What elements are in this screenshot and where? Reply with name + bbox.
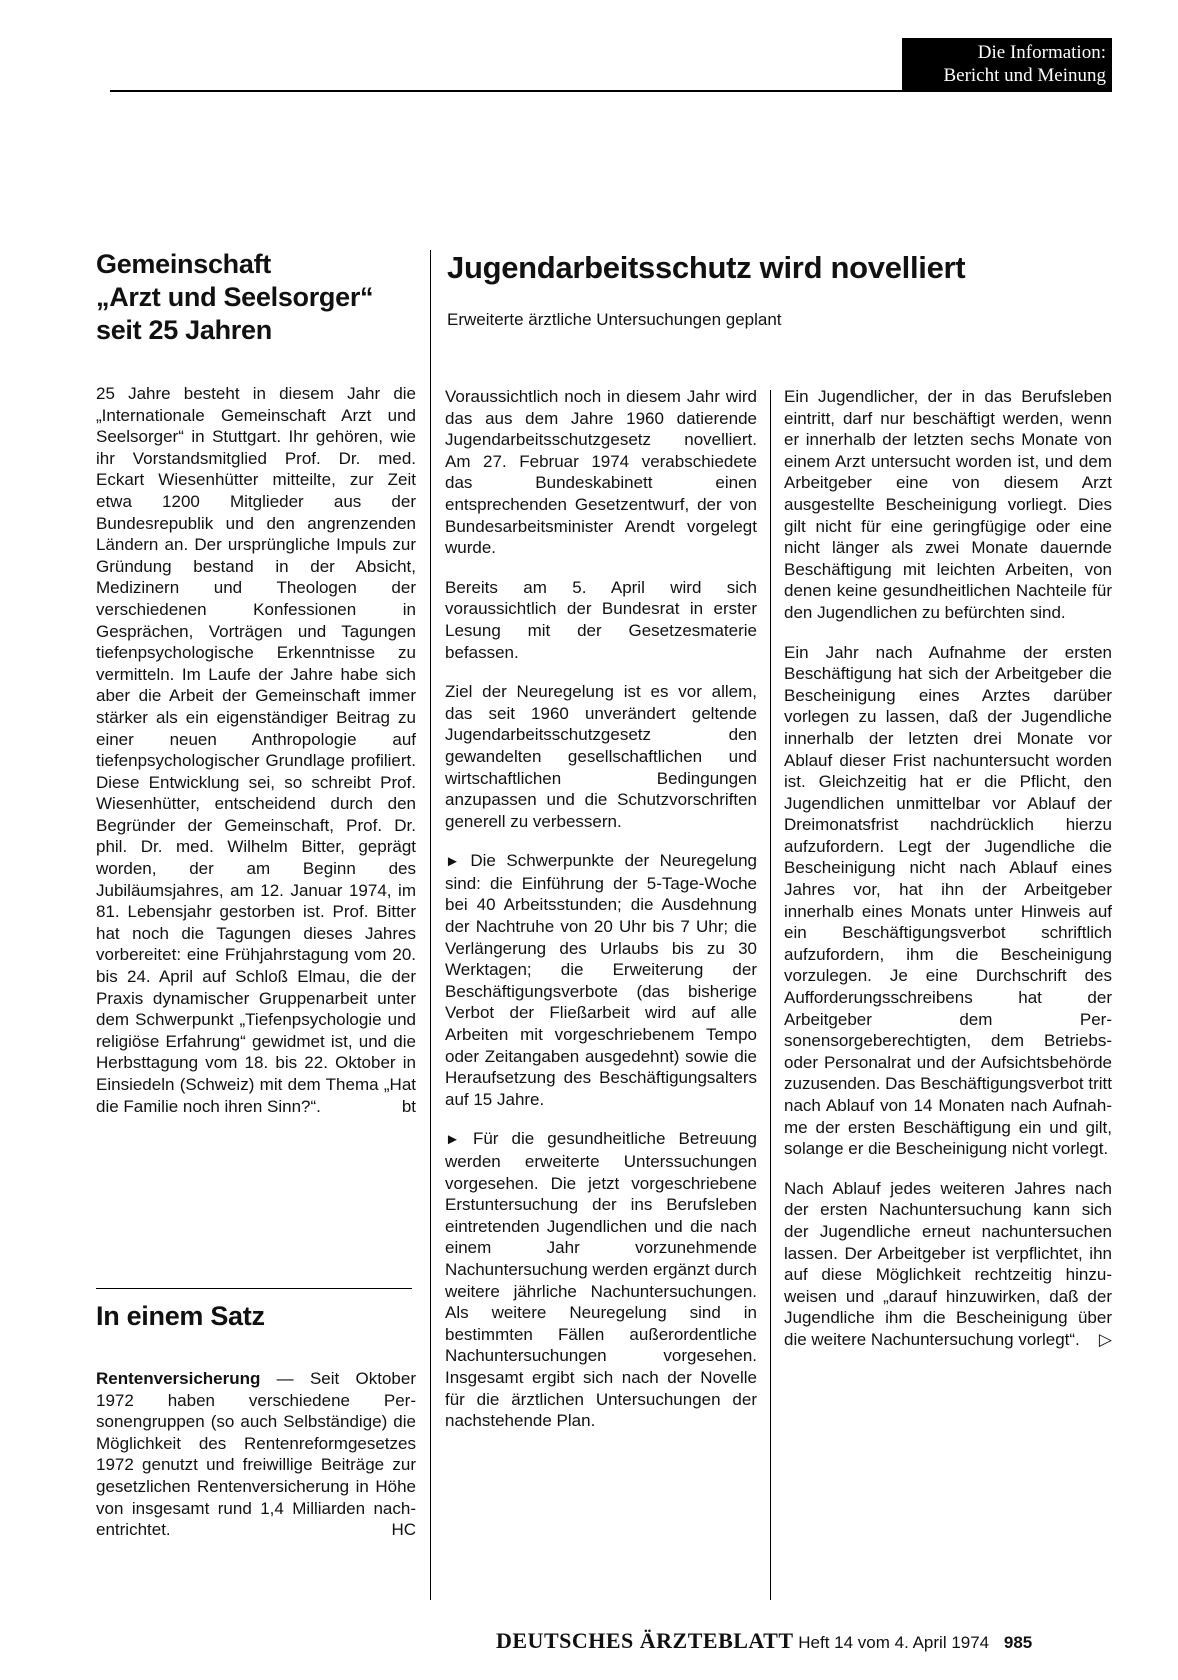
left-title-line3: seit 25 Jahren <box>96 315 272 345</box>
satz-rule <box>96 1288 412 1289</box>
left-title-line1: Gemeinschaft <box>96 249 271 279</box>
main-article-title: Jugendarbeitsschutz wird novelliert <box>447 250 966 285</box>
header-rule <box>110 90 1112 92</box>
main-article-column-1 <box>445 386 757 1450</box>
bullet-arrow-icon: ► <box>445 853 460 871</box>
page-footer <box>496 1630 1116 1654</box>
page-number: 985 <box>1003 1633 1033 1652</box>
left-article-title <box>96 248 416 347</box>
left-article-body: 25 Jahre besteht in diesem Jahr die „Internationale Gemeinschaft Arzt und Seelsorger“ in Stuttgart. Ihr gehören, wie ihr Vorstandsmitglied Prof. Dr. med. Eckart Wiesenhütter mitteilte, zur Zeit etwa 1200 Mitglieder aus der Bundesrepublik und den angrenzenden Ländern an. Der ursprüngliche Impuls zur Gründung bestand in der Absicht, Medizinern und Theologen der verschiedenen Konfessionen in Gesprächen, Vorträgen und Tagungen tiefenpsychologische Erkenntnisse zu vermitteln. Im Laufe der Jahre habe sich aber die Arbeit der Gemeinschaft immer stärker als ein eigenständiger Beitrag zu einer neuen Anthropologie auf tiefenpsychologischer Grundlage profiliert. Diese Entwicklung sei, so schreibt Prof. Wiesenhütter, entscheidend durch den Begründer der Gemeinschaft, Prof. Dr. phil. Dr. med. Wilhelm Bitter, geprägt worden, der am Beginn des Jubiläumsjahres, am 12. Januar 1974, im 81. Lebensjahr gestorben ist. Prof. Bitter hat noch die Tagungen dieses Jahres vorbereitet: eine Frühjahrstagung vom 20. bis 24. April auf Schloß Elmau, die der Praxis dynamischer Gruppenarbeit unter dem Schwerpunkt „Tiefenpsychologie und religiöse Erfahrung“ gewidmet ist, und die Herbsttagung vom 18. bis 22. Oktober in Einsiedeln (Schweiz) mit dem Thema „Hat die Familie noch ihren Sinn?“. bt <box>96 384 416 1116</box>
section-badge-line2: Bericht und Meinung <box>943 65 1106 86</box>
main-paragraph-2: Bereits am 5. April wird sich voraussichtlich der Bundesrat in erster Lesung mit der Gesetzesmaterie befassen. <box>445 577 757 662</box>
in-einem-satz-title: In einem Satz <box>96 1301 265 1331</box>
bullet-arrow-icon: ► <box>445 1131 460 1149</box>
continue-arrow-icon: ▷ <box>1098 1329 1112 1349</box>
in-einem-satz-body: Rentenversicherung — Seit Oktober 1972 haben verschiedene Personengruppen (so auch Selbständige) die Möglichkeit des Rentenreformgesetzes 1972 genutzt und freiwillige Beiträge zur gesetzlichen Rentenversicherung in Höhe von insgesamt rund 1,4 Milliarden nachentrichtet. HC <box>96 1369 416 1540</box>
main-paragraph-7: Ein Jahr nach Aufnahme der ersten Beschäftigung hat sich der Arbeitgeber die Bescheinigung eines Arztes darüber vorlegen zu lassen, daß der Jugendliche innerhalb der letzten drei Monate vor Ablauf dieser Frist nachuntersucht worden ist. Gleichzeitig hat er die Pflicht, den Jugendlichen unmittelbar vor Ablauf der Dreimonatsfrist nachdrücklich hierzu aufzufordern. Legt der Jugendliche die Bescheinigung nicht nach Ablauf eines Jahres vor, hat ihn der Arbeitgeber innerhalb eines Monats unter Hinweis auf ein Beschäftigungsverbot schriftlich aufzufordern, ihm die Bescheinigung vorzulegen. Je eine Durchschrift des Aufforderungsschreibens hat der Arbeitgeber dem Personensorgeberechtigten, dem Betriebs- oder Personalrat und der Aufsichtsbehörde zuzusenden. Das Beschäftigungsverbot tritt nach Ablauf von 14 Monaten nach Aufnahme der ersten Beschäftigung ein und gilt, solange er die Bescheinigung nicht vorlegt. <box>784 642 1112 1159</box>
section-badge <box>902 38 1112 90</box>
in-einem-satz-signature: HC <box>391 1520 416 1540</box>
left-article <box>96 248 416 1135</box>
column-divider-right <box>770 390 771 1600</box>
journal-name: DEUTSCHES ÄRZTEBLATT <box>496 1628 794 1653</box>
main-article-column-2 <box>784 386 1112 1369</box>
column-divider-left <box>430 250 431 1600</box>
main-paragraph-6: Ein Jugendlicher, der in das Berufsleben eintritt, darf nur beschäftigt werden, wenn er innerhalb der letzten sechs Monate von einem Arzt untersucht worden ist, und dem Arbeitgeber eine von diesem Arzt ausgestellte Bescheinigung vorliegt. Dies gilt nicht für eine geringfügige oder eine nicht länger als zwei Monate dauernde Beschäftigung mit leichten Arbeiten, von denen keine gesundheitlichen Nachteile für den Jugendlichen zu befürchten sind. <box>784 387 1112 622</box>
in-einem-satz-lead: Rentenversicherung <box>96 1369 261 1388</box>
issue-info: Heft 14 vom 4. April 1974 <box>798 1633 990 1652</box>
main-article-subtitle: Erweiterte ärztliche Untersuchungen geplant <box>447 310 782 329</box>
left-title-line2: „Arzt und Seelsorger“ <box>96 282 374 312</box>
main-paragraph-8: Nach Ablauf jedes weiteren Jahres nach der ersten Nachuntersuchung kann sich der Jugendliche erneut nachuntersuchen lassen. Der Arbeitgeber ist verpflichtet, ihn auf diese Möglichkeit rechtzeitig hinzuweisen und „darauf hinzuwirken, daß der Jugendliche ihm die Bescheinigung über die weitere Nachuntersuchung vorlegt“. ▷ <box>784 1178 1112 1349</box>
in-einem-satz-section <box>96 1368 416 1559</box>
main-paragraph-5: ► Für die gesundheitliche Betreuung werden erweiterte Unterssuchungen vorgesehen. Die jetzt vorgeschriebene Erstuntersuchung der ins Berufsleben eintretenden Jugendlichen und die nach einem Jahr vorzunehmende Nachuntersuchung werden ergänzt durch weitere jährliche Nachuntersuchungen. Als weitere Neuregelung sind in bestimmten Fällen außerordentliche Nachuntersuchungen vorgesehen. Insgesamt ergibt sich nach der Novelle für die ärztlichen Untersuchungen der nachstehende Plan. <box>445 1129 757 1431</box>
main-paragraph-3: Ziel der Neuregelung ist es vor allem, das seit 1960 unverändert geltende Jugendarbeitsschutzgesetz den gewandelten gesellschaftlichen und wirtschaftlichen Bedingungen anzupassen und die Schutzvorschriften generell zu verbessern. <box>445 682 757 831</box>
section-badge-line1: Die Information: <box>977 42 1106 63</box>
main-paragraph-1: Voraussichtlich noch in diesem Jahr wird das aus dem Jahre 1960 datierende Jugendarbeitsschutzgesetz novelliert. Am 27. Februar 1974 verabschiedete das Bundeskabinett einen entsprechenden Gesetzentwurf, der von Bundesarbeitsminister Arendt vorgelegt wurde. <box>445 387 757 558</box>
left-article-signature: bt <box>401 1096 416 1116</box>
main-paragraph-4: ► Die Schwerpunkte der Neuregelung sind: die Einführung der 5-Tage-Woche bei 40 Arbeitsstunden; die Ausdehnung der Nachtruhe von 20 Uhr bis 7 Uhr; die Verlängerung des Urlaubs bis zu 30 Werktagen; die Erweiterung der Beschäftigungsverbote (das bisherige Verbot der Fließarbeit wird auf alle Arbeiten mit vorgeschriebenem Tempo oder Zeitangaben ausgedehnt) sowie die Heraufsetzung des Beschäftigungsalters auf 15 Jahre. <box>445 851 757 1109</box>
